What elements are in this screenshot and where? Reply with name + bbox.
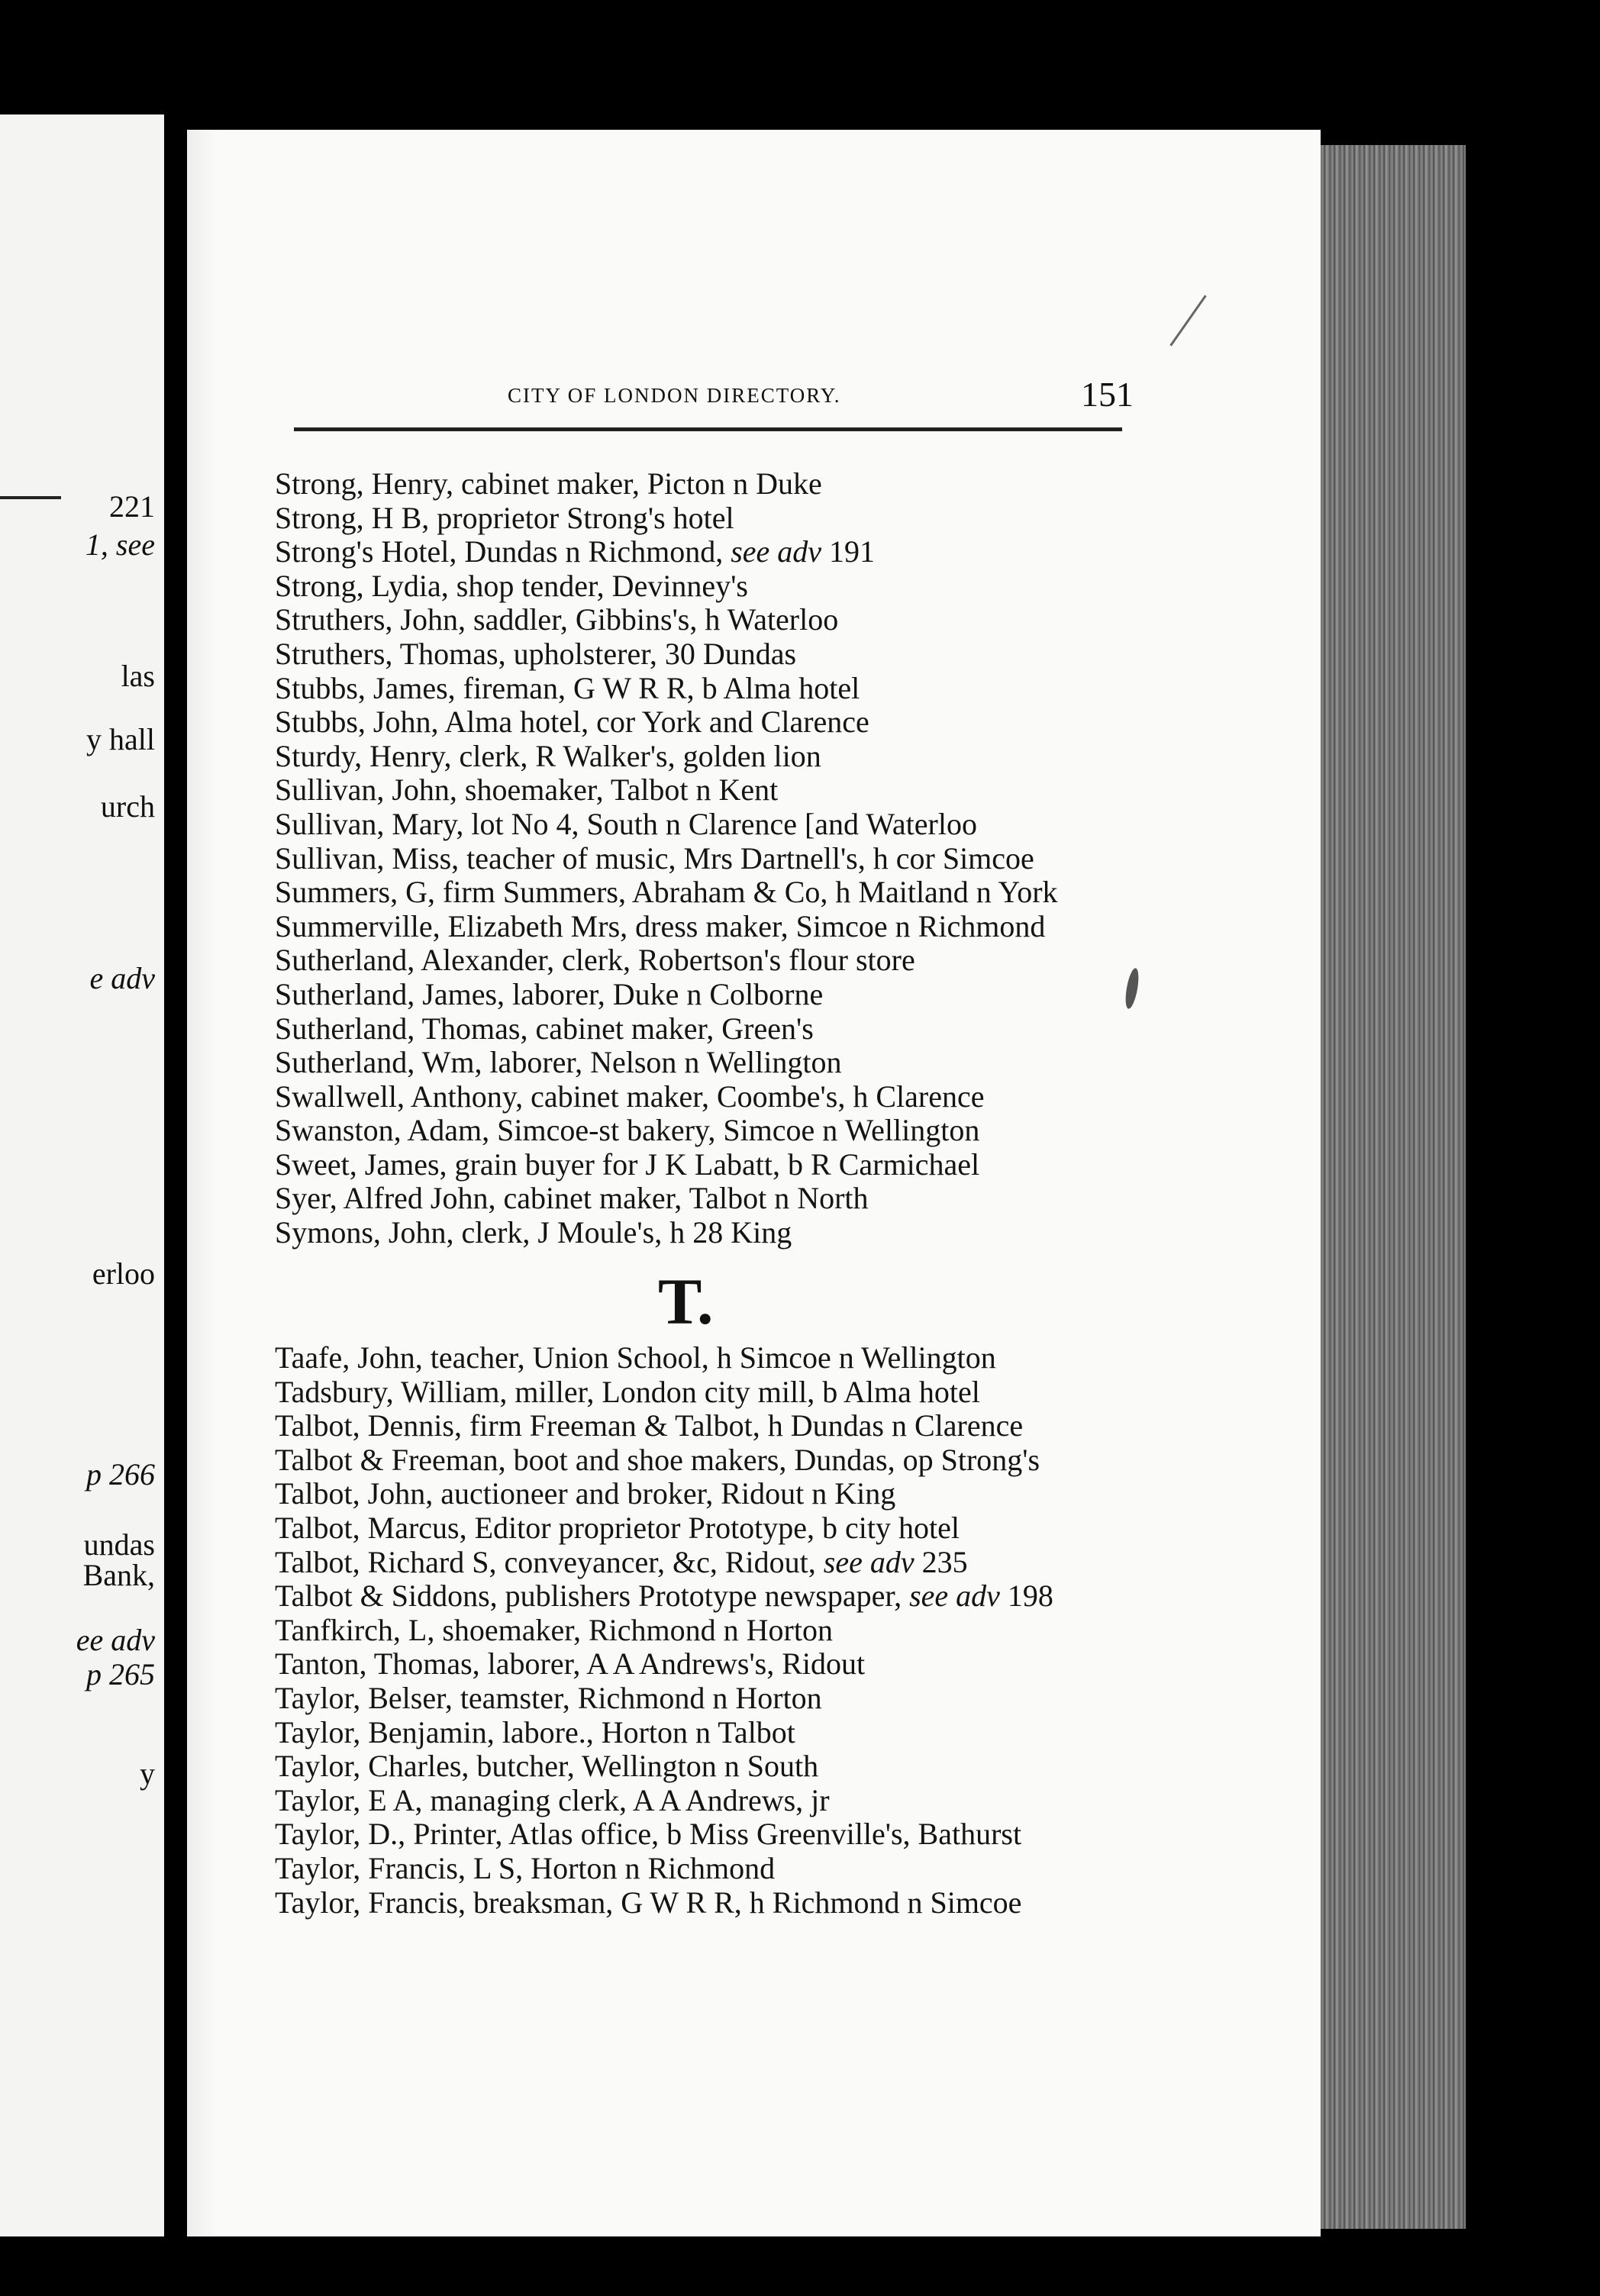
- t-entries-list: [275, 1341, 1130, 1920]
- previous-page-fragment: y hall: [86, 722, 155, 756]
- directory-entry: Sweet, James, grain buyer for J K Labatt, b R Carmichael: [275, 1146, 980, 1182]
- directory-entry: Strong's Hotel, Dundas n Richmond, see adv 191: [275, 534, 876, 569]
- page-stack-edge: [1321, 145, 1466, 2229]
- directory-entry: Struthers, John, saddler, Gibbins's, h Waterloo: [275, 602, 839, 637]
- directory-entry: Talbot, John, auctioneer and broker, Ridout n King: [275, 1476, 896, 1511]
- previous-page-fragment: p 265: [86, 1657, 155, 1691]
- previous-page-fragment: p 266: [86, 1457, 155, 1491]
- header-rule: [294, 427, 1122, 431]
- previous-page-fragment: Bank,: [82, 1558, 155, 1592]
- directory-entry: Taylor, Francis, breaksman, G W R R, h Richmond n Simcoe: [275, 1885, 1022, 1920]
- previous-page-fragment: e adv: [89, 961, 155, 995]
- directory-entry: Talbot, Marcus, Editor proprietor Prototype, b city hotel: [275, 1510, 960, 1545]
- directory-entry: Syer, Alfred John, cabinet maker, Talbot n North: [275, 1181, 869, 1216]
- directory-entry: Sullivan, Miss, teacher of music, Mrs Dartnell's, h cor Simcoe: [275, 840, 1034, 876]
- directory-entry: Swanston, Adam, Simcoe-st bakery, Simcoe n Wellington: [275, 1113, 980, 1148]
- directory-entry: Strong, Henry, cabinet maker, Picton n Duke: [275, 466, 822, 501]
- directory-entry: Talbot, Richard S, conveyancer, &c, Ridout, see adv 235: [275, 1544, 968, 1579]
- page-number: 151: [1081, 375, 1134, 414]
- directory-entry: Taylor, Belser, teamster, Richmond n Horton: [275, 1680, 822, 1715]
- directory-entry: Stubbs, James, fireman, G W R R, b Alma hotel: [275, 670, 860, 705]
- running-title: CITY OF LONDON DIRECTORY.: [508, 384, 841, 407]
- previous-page-fragment: erloo: [92, 1256, 155, 1291]
- previous-page-fragment: urch: [100, 789, 155, 824]
- directory-entry: Summerville, Elizabeth Mrs, dress maker, Simcoe n Richmond: [275, 908, 1046, 943]
- directory-entry: Talbot, Dennis, firm Freeman & Talbot, h Dundas n Clarence: [275, 1408, 1024, 1443]
- previous-page-rule: [0, 496, 61, 499]
- previous-page-fragment: ee adv: [76, 1623, 155, 1657]
- previous-page-fragment: y: [140, 1756, 155, 1791]
- directory-entry: Taafe, John, teacher, Union School, h Simcoe n Wellington: [275, 1340, 996, 1375]
- directory-entry: Strong, Lydia, shop tender, Devinney's: [275, 568, 748, 603]
- directory-entry: Sutherland, Wm, laborer, Nelson n Wellington: [275, 1045, 842, 1080]
- book-gutter: [164, 130, 187, 2236]
- directory-entry: Struthers, Thomas, upholsterer, 30 Dundas: [275, 636, 797, 671]
- previous-page-fragment: 1, see: [85, 527, 155, 562]
- directory-entry: Sutherland, Thomas, cabinet maker, Green's: [275, 1011, 814, 1046]
- directory-entry: Sullivan, John, shoemaker, Talbot n Kent: [275, 772, 779, 808]
- directory-entry: Talbot & Siddons, publishers Prototype newspaper, see adv 198: [275, 1578, 1053, 1614]
- directory-entry: Tanton, Thomas, laborer, A A Andrews's, Ridout: [275, 1646, 866, 1682]
- previous-page-fragment: undas: [83, 1527, 155, 1562]
- s-entries-list: [275, 467, 1130, 1250]
- previous-page-fragment: las: [121, 659, 155, 693]
- directory-entry: Summers, G, firm Summers, Abraham & Co, h Maitland n York: [275, 875, 1058, 910]
- previous-page-fragment: 221: [109, 489, 155, 524]
- directory-entry: Taylor, Benjamin, labore., Horton n Talbot: [275, 1714, 795, 1749]
- directory-entry: Strong, H B, proprietor Strong's hotel: [275, 500, 734, 535]
- directory-entry: Talbot & Freeman, boot and shoe makers, Dundas, op Strong's: [275, 1442, 1040, 1477]
- directory-entry: Stubbs, John, Alma hotel, cor York and Clarence: [275, 705, 869, 740]
- previous-page-edge: [0, 114, 164, 2236]
- section-heading-t: T.: [658, 1265, 714, 1338]
- directory-entry: Tanfkirch, L, shoemaker, Richmond n Horton: [275, 1612, 833, 1647]
- directory-entry: Sutherland, Alexander, clerk, Robertson's flour store: [275, 943, 915, 978]
- directory-entry: Taylor, D., Printer, Atlas office, b Miss Greenville's, Bathurst: [275, 1817, 1022, 1852]
- directory-entry: Sturdy, Henry, clerk, R Walker's, golden lion: [275, 738, 821, 773]
- directory-entry: Taylor, E A, managing clerk, A A Andrews, jr: [275, 1782, 830, 1817]
- directory-entry: Sullivan, Mary, lot No 4, South n Clarence [and Waterloo: [275, 806, 977, 841]
- directory-entry: Symons, John, clerk, J Moule's, h 28 King: [275, 1215, 792, 1250]
- directory-entry: Swallwell, Anthony, cabinet maker, Coombe's, h Clarence: [275, 1079, 985, 1114]
- directory-entry: Taylor, Charles, butcher, Wellington n South: [275, 1749, 819, 1784]
- directory-entry: Tadsbury, William, miller, London city mill, b Alma hotel: [275, 1374, 980, 1409]
- directory-entry: Taylor, Francis, L S, Horton n Richmond: [275, 1850, 776, 1885]
- directory-entry: Sutherland, James, laborer, Duke n Colborne: [275, 976, 824, 1011]
